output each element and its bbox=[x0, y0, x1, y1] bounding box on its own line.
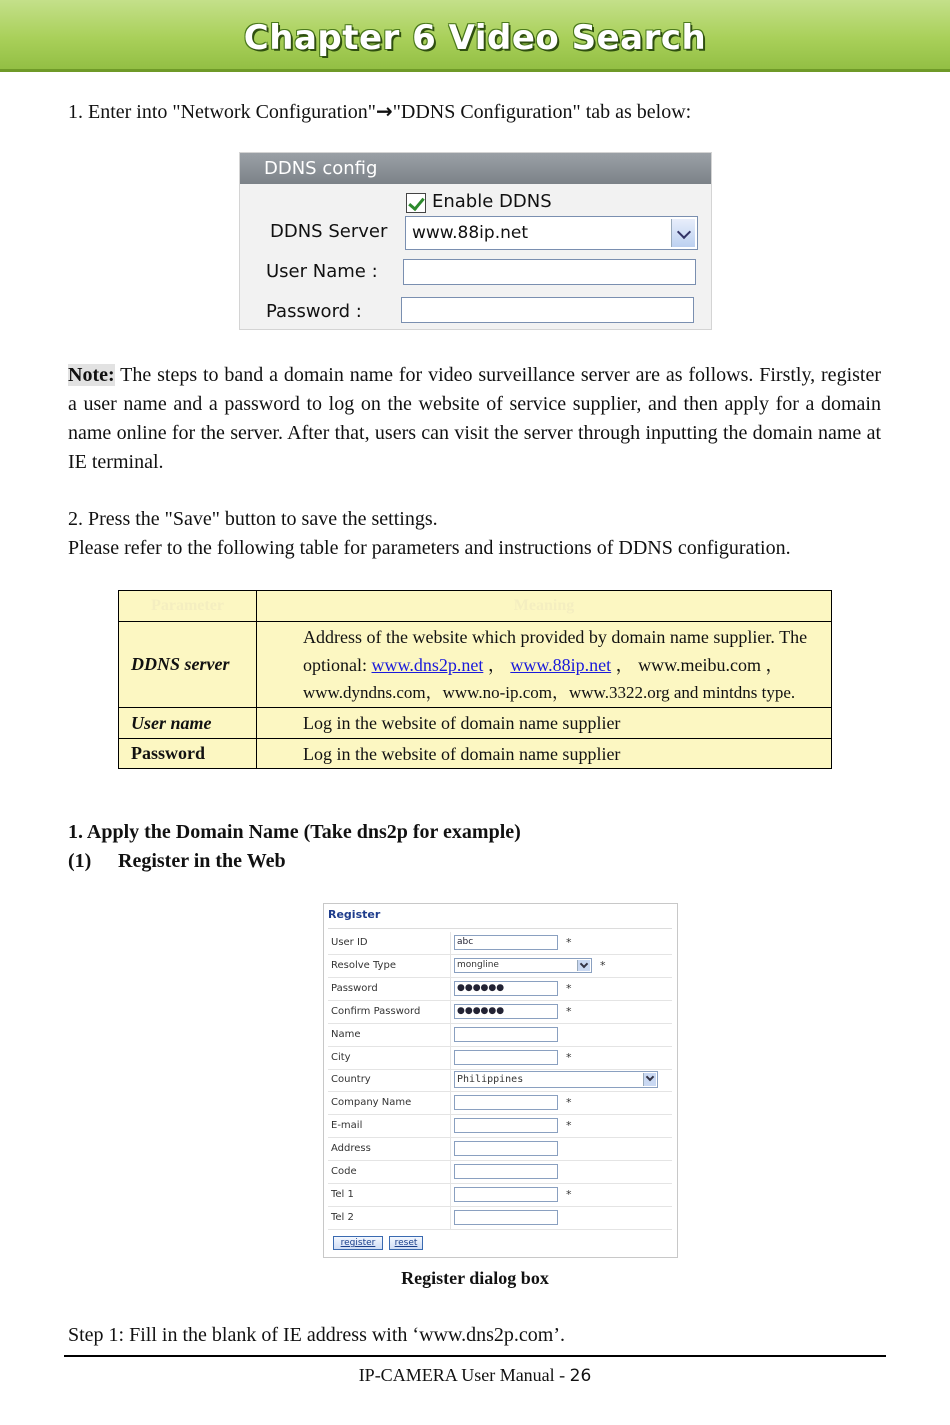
param-password: Password bbox=[119, 739, 257, 769]
enable-ddns-label: Enable DDNS bbox=[432, 191, 552, 212]
register-row-company-name bbox=[328, 1092, 672, 1115]
register-row-confirm-password bbox=[328, 1001, 672, 1024]
note-text: The steps to band a domain name for video surveillance server are as follows. Firstly, register a user name and a password to log on the website of service supplier, and then apply for a domain name online for the server. After that, users can visit the server through inputting the domain name at IE terminal. bbox=[68, 364, 881, 473]
required-marker: * bbox=[566, 1096, 572, 1110]
required-marker: * bbox=[566, 1187, 572, 1201]
register-row-user-id bbox=[328, 932, 672, 955]
step1-text: 1. Enter into "Network Configuration"→"DDNS Configuration" tab as below: bbox=[68, 99, 692, 123]
register-input[interactable]: ●●●●●● bbox=[454, 981, 558, 996]
register-title: Register bbox=[328, 908, 381, 921]
register-field-label: City bbox=[331, 1051, 351, 1063]
register-select[interactable]: Philippines bbox=[454, 1071, 658, 1088]
ddns-server-value: www.88ip.net bbox=[412, 223, 529, 243]
register-row-country bbox=[328, 1069, 672, 1092]
register-field-label: Company Name bbox=[331, 1097, 412, 1109]
register-field-label: Resolve Type bbox=[331, 959, 396, 971]
register-input[interactable] bbox=[454, 1027, 558, 1042]
register-row-tel-1 bbox=[328, 1184, 672, 1207]
register-input[interactable]: abc bbox=[454, 935, 558, 950]
footer-divider bbox=[64, 1355, 886, 1357]
param-user-name: User name bbox=[119, 708, 257, 739]
register-field-label: Country bbox=[331, 1074, 371, 1086]
step2-line2: Please refer to the following table for parameters and instructions of DDNS configuration. bbox=[68, 537, 791, 559]
chevron-down-icon[interactable] bbox=[671, 219, 695, 247]
user-name-input[interactable] bbox=[403, 259, 696, 285]
register-input[interactable]: ●●●●●● bbox=[454, 1004, 558, 1019]
register-select[interactable]: mongline bbox=[454, 958, 592, 973]
ddns-panel-title: DDNS config bbox=[240, 153, 711, 184]
register-input[interactable] bbox=[454, 1141, 558, 1156]
reset-button[interactable]: reset bbox=[389, 1236, 423, 1250]
table-row bbox=[119, 708, 832, 739]
register-field-label: Password bbox=[331, 982, 378, 994]
register-field-label: User ID bbox=[331, 937, 368, 948]
footer-text: IP-CAMERA User Manual - bbox=[358, 1365, 570, 1385]
register-button[interactable]: register bbox=[333, 1236, 383, 1250]
88ip-link[interactable]: www.88ip.net bbox=[510, 654, 612, 675]
register-field-label: Code bbox=[331, 1166, 357, 1177]
register-input[interactable] bbox=[454, 1187, 558, 1202]
register-input[interactable] bbox=[454, 1118, 558, 1133]
register-field-label: E-mail bbox=[331, 1120, 363, 1132]
chevron-down-icon[interactable] bbox=[577, 960, 590, 971]
required-marker: * bbox=[566, 936, 572, 949]
meaning-password: Log in the website of domain name supplier bbox=[257, 739, 832, 769]
ddns-server-label: DDNS Server bbox=[270, 221, 388, 242]
register-field-label: Confirm Password bbox=[331, 1005, 421, 1017]
chapter-title: Chapter 6 Video Search bbox=[243, 18, 707, 58]
required-marker: * bbox=[566, 981, 572, 995]
ddns-parameter-table bbox=[118, 590, 832, 769]
table-header-row bbox=[119, 591, 832, 622]
enable-ddns-checkbox[interactable] bbox=[406, 193, 426, 213]
register-row-tel-2 bbox=[328, 1207, 672, 1230]
register-input[interactable] bbox=[454, 1050, 558, 1065]
figure-caption: Register dialog box bbox=[401, 1268, 549, 1288]
step-fill-text: Step 1: Fill in the blank of IE address with ‘www.dns2p.com’. bbox=[68, 1324, 565, 1346]
register-row-name bbox=[328, 1024, 672, 1047]
register-row-city bbox=[328, 1047, 672, 1070]
register-dialog bbox=[323, 903, 678, 1258]
arrow-icon: → bbox=[375, 99, 393, 123]
register-input[interactable] bbox=[454, 1164, 558, 1179]
note-paragraph bbox=[68, 361, 881, 477]
register-field-label: Tel 1 bbox=[331, 1188, 354, 1200]
required-marker: * bbox=[600, 958, 606, 972]
register-field-label: Name bbox=[331, 1028, 361, 1040]
note-label: Note: bbox=[68, 364, 115, 386]
dns2p-link[interactable]: www.dns2p.net bbox=[371, 654, 484, 675]
step2-line1: 2. Press the "Save" button to save the settings. bbox=[68, 508, 438, 530]
subsection-heading: (1) Register in the Web bbox=[68, 850, 286, 872]
table-header-parameter: Parameter bbox=[119, 591, 257, 622]
register-row-resolve-type bbox=[328, 955, 672, 978]
meaning-user-name: Log in the website of domain name supplier bbox=[257, 708, 832, 739]
table-row bbox=[119, 739, 832, 769]
ddns-config-panel bbox=[239, 152, 712, 330]
required-marker: * bbox=[566, 1050, 572, 1064]
password-input[interactable] bbox=[401, 297, 694, 323]
ddns-server-select[interactable] bbox=[405, 216, 698, 250]
param-ddns-server: DDNS server bbox=[119, 622, 257, 708]
section-heading: 1. Apply the Domain Name (Take dns2p for example) bbox=[68, 821, 521, 843]
required-marker: * bbox=[566, 1004, 572, 1018]
register-field-label: Address bbox=[331, 1143, 371, 1155]
chevron-down-icon[interactable] bbox=[643, 1073, 656, 1086]
chapter-header bbox=[0, 0, 950, 72]
register-field-label: Tel 2 bbox=[331, 1211, 354, 1223]
table-row bbox=[119, 622, 832, 708]
register-input[interactable] bbox=[454, 1210, 558, 1225]
register-input[interactable] bbox=[454, 1095, 558, 1110]
meaning-ddns-server: Address of the website which provided by domain name supplier. The optional: www.dns2p.net ， www.88ip.net ， www.meibu.com ， www.dyndns.com，www.no-ip.com，www.3322.org and mintdns type. bbox=[257, 622, 832, 708]
register-row-e-mail bbox=[328, 1115, 672, 1138]
page-footer bbox=[0, 1365, 950, 1386]
table-header-meaning: Meaning bbox=[257, 591, 832, 622]
user-name-label: User Name : bbox=[266, 261, 378, 282]
register-row-password bbox=[328, 978, 672, 1001]
register-row-address bbox=[328, 1138, 672, 1161]
page-number: 26 bbox=[569, 1366, 592, 1386]
register-row-code bbox=[328, 1161, 672, 1184]
required-marker: * bbox=[566, 1119, 572, 1133]
password-label: Password : bbox=[266, 301, 362, 322]
